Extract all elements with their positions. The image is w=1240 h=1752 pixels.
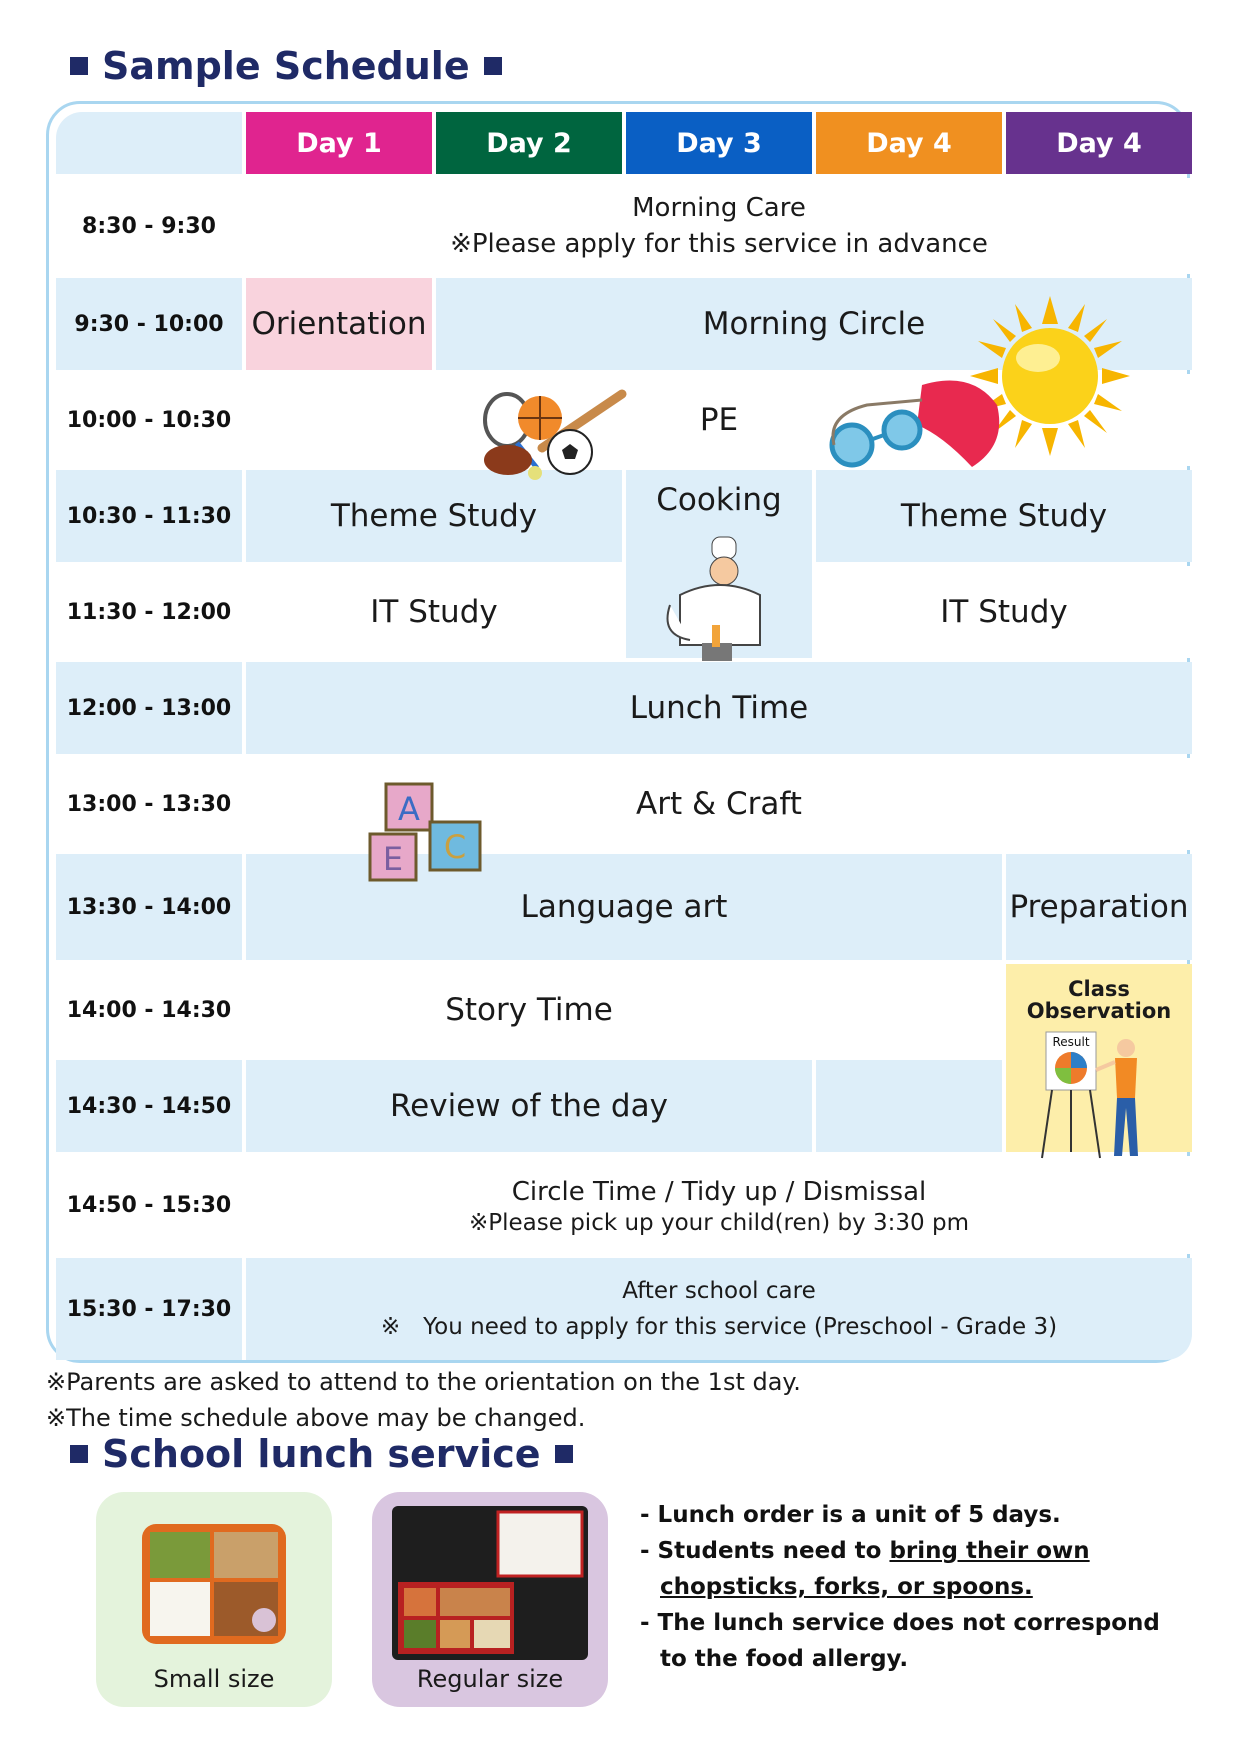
regular-size-label: Regular size <box>416 1665 564 1693</box>
swim-goggles-icon <box>822 375 1012 475</box>
regular-bento-icon <box>390 1504 590 1662</box>
square-bullet-icon <box>70 57 88 75</box>
activity-morning-circle: Morning Circle <box>436 278 1192 370</box>
time-slot: 14:50 - 15:30 <box>56 1156 242 1254</box>
day-label: Day 4 <box>866 127 952 159</box>
activity-label: Morning Care <box>632 192 806 223</box>
time-slot: 14:00 - 14:30 <box>56 964 242 1056</box>
activity-lunch-time: Lunch Time <box>246 662 1192 754</box>
square-bullet-icon <box>484 57 502 75</box>
time-slot: 9:30 - 10:00 <box>56 278 242 370</box>
block-letter: A <box>398 790 420 828</box>
footnote: ※The time schedule above may be changed. <box>46 1404 586 1432</box>
activity-art-craft: Art & Craft <box>246 758 1192 850</box>
square-bullet-icon <box>70 1445 88 1463</box>
day-label: Day 1 <box>296 127 382 159</box>
small-bento-icon <box>140 1522 288 1646</box>
activity-label: Circle Time / Tidy up / Dismissal <box>511 1176 927 1207</box>
lunch-notes <box>640 1497 1160 1677</box>
activity-after-school-care <box>246 1258 1192 1360</box>
day-label: Day 2 <box>486 127 572 159</box>
activity-language-art: Language art <box>246 854 1002 960</box>
time-slot: 10:30 - 11:30 <box>56 470 242 562</box>
day-header <box>246 112 432 174</box>
activity-label: Class Observation <box>1026 977 1172 1023</box>
time-slot: 12:00 - 13:00 <box>56 662 242 754</box>
activity-it-study: IT Study <box>246 566 622 658</box>
abc-blocks-icon <box>368 780 490 892</box>
activity-theme-study: Theme Study <box>246 470 622 562</box>
sports-balls-icon <box>482 388 630 488</box>
day-label: Day 4 <box>1056 127 1142 159</box>
activity-it-study: IT Study <box>816 566 1192 658</box>
activity-label: After school care <box>622 1278 816 1304</box>
activity-label: Cooking <box>656 482 782 518</box>
activity-note: ※Please pick up your child(ren) by 3:30 pm <box>468 1210 970 1237</box>
time-slot: 8:30 - 9:30 <box>56 178 242 274</box>
lunch-note: to the food allergy. <box>660 1646 909 1672</box>
activity-theme-study: Theme Study <box>816 470 1192 562</box>
activity-note: ※ You need to apply for this service (Preschool - Grade 3) <box>380 1314 1058 1340</box>
activity-morning-care <box>246 178 1192 274</box>
time-slot: 14:30 - 14:50 <box>56 1060 242 1152</box>
presenter-chart-icon <box>1040 1028 1150 1164</box>
day-header <box>816 112 1002 174</box>
day-header <box>436 112 622 174</box>
block-letter: C <box>443 828 467 866</box>
lunch-title <box>70 1432 573 1476</box>
empty-cell <box>816 1060 1002 1152</box>
lunch-title-text: School lunch service <box>102 1432 541 1476</box>
chef-icon <box>660 535 770 665</box>
activity-pe: PE <box>246 374 1192 466</box>
lunch-note-text: - Students need to <box>640 1538 890 1564</box>
lunch-note: - The lunch service does not correspond <box>640 1610 1160 1636</box>
lunch-regular-card <box>372 1492 608 1707</box>
activity-story-time: Story Time <box>246 964 812 1056</box>
schedule-title-text: Sample Schedule <box>102 44 470 88</box>
time-slot: 15:30 - 17:30 <box>56 1258 242 1360</box>
empty-cell <box>816 964 1002 1056</box>
footnote: ※Parents are asked to attend to the orientation on the 1st day. <box>46 1368 801 1396</box>
lunch-note-underlined: chopsticks, forks, or spoons. <box>660 1574 1033 1600</box>
lunch-note-underlined: bring their own <box>889 1538 1090 1564</box>
table-corner <box>56 112 242 174</box>
activity-orientation: Orientation <box>246 278 432 370</box>
square-bullet-icon <box>555 1445 573 1463</box>
time-slot: 11:30 - 12:00 <box>56 566 242 658</box>
day-header <box>626 112 812 174</box>
day-label: Day 3 <box>676 127 762 159</box>
schedule-title <box>70 44 502 88</box>
lunch-note <box>640 1533 1160 1569</box>
activity-note: ※Please apply for this service in advance <box>450 229 988 259</box>
time-slot: 13:00 - 13:30 <box>56 758 242 850</box>
day-header <box>1006 112 1192 174</box>
lunch-note: - Lunch order is a unit of 5 days. <box>640 1502 1061 1528</box>
lunch-small-card <box>96 1492 332 1707</box>
time-slot: 10:00 - 10:30 <box>56 374 242 466</box>
activity-dismissal <box>246 1156 1192 1254</box>
result-label: Result <box>1052 1035 1090 1049</box>
small-size-label: Small size <box>153 1665 275 1693</box>
activity-review: Review of the day <box>246 1060 812 1152</box>
time-slot: 13:30 - 14:00 <box>56 854 242 960</box>
activity-preparation: Preparation <box>1006 854 1192 960</box>
block-letter: E <box>382 840 404 878</box>
